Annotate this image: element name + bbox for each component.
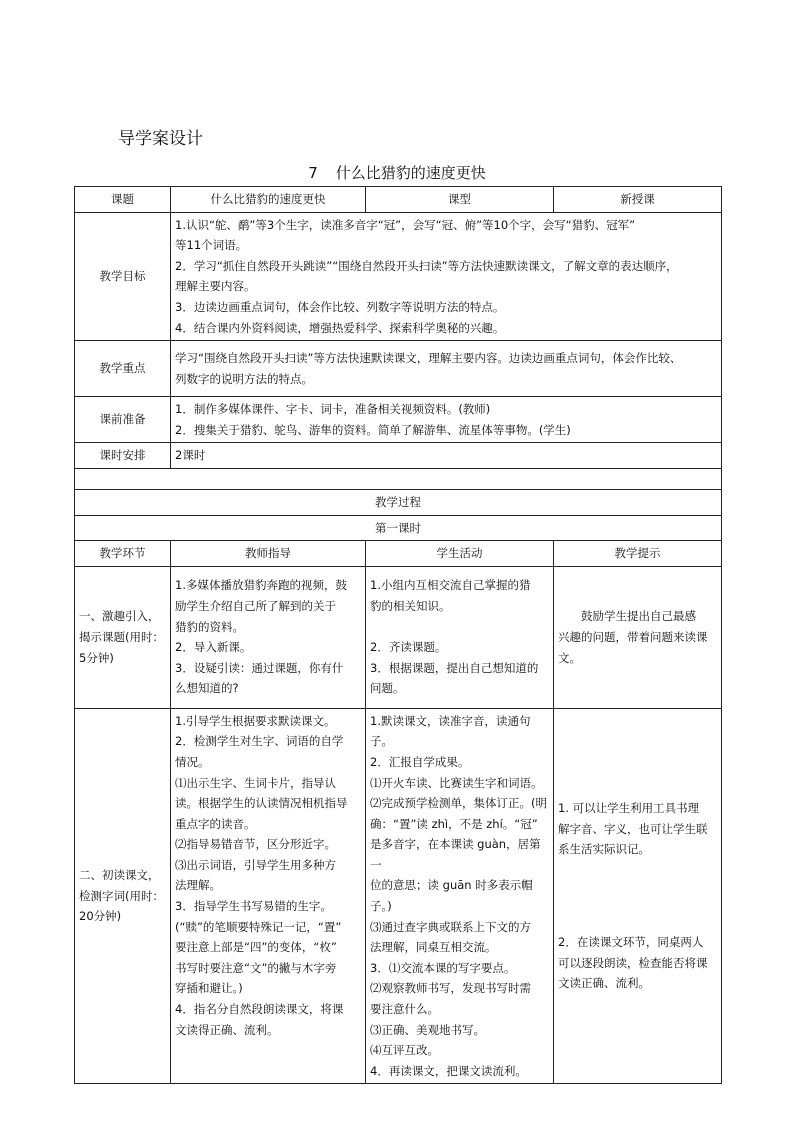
focus-line: 列数字的说明方法的特点。 xyxy=(175,371,313,386)
student-line: 2．汇报自学成果。 xyxy=(370,754,470,769)
teacher-line: 法理解。 xyxy=(175,878,221,893)
student-line: 1.默读课文，读准字音，读通句子。 xyxy=(370,713,531,749)
tips-line: 解字音、字义，也可让学生联 xyxy=(558,821,708,836)
goals-row xyxy=(75,212,722,341)
header-student: 学生活动 xyxy=(366,541,554,567)
topic-value: 什么比猎豹的速度更快 xyxy=(171,187,366,213)
student-line: 问题。 xyxy=(370,681,405,696)
stage-name-line: 揭示课题(用时： xyxy=(79,629,164,644)
stage-name-line: 一、激趣引入， xyxy=(79,609,160,624)
goal-line: 3．边读边画重点词句，体会作比较、列数字等说明方法的特点。 xyxy=(175,299,505,314)
teacher-line: 重点字的读音。 xyxy=(175,816,256,831)
prep-line: 1．制作多媒体课件、字卡、词卡，准备相关视频资料。(教师) xyxy=(175,402,491,417)
schedule-value: 2课时 xyxy=(171,443,722,469)
student-line: 法理解，同桌互相交流。 xyxy=(370,940,497,955)
student-line: 子。) xyxy=(370,899,392,914)
student-line: 3．⑴交流本课的写字要点。 xyxy=(370,960,516,975)
student-line: 位的意思；读 guān 时多表示帽 xyxy=(370,878,533,893)
prep-line: 2．搜集关于猎豹、鸵鸟、游隼的资料。简单了解游隼、流星体等事物。(学生) xyxy=(175,422,571,437)
type-label: 课型 xyxy=(366,187,554,213)
student-line: ⑷互评互改。 xyxy=(370,1043,439,1058)
focus-content xyxy=(171,341,722,397)
student-line: 确：“置”读 zhì，不是 zhí。“冠” xyxy=(370,816,538,831)
teacher-line: 3．设疑引读：通过课题，你有什 xyxy=(175,660,344,675)
stage-name xyxy=(75,708,171,1084)
goals-content xyxy=(171,212,722,341)
lesson-title-text: 什么比猎豹的速度更快 xyxy=(335,164,486,182)
schedule-row xyxy=(75,443,722,469)
goal-line: 1.认识“鸵、鹬”等3个生字，读准多音字“冠”，会写“冠、俯”等10个字，会写“猎豹、冠军” xyxy=(175,217,636,232)
stage-name-line: 5分钟) xyxy=(79,650,114,665)
tips-line: 可以逐段朗读，检查能否将课 xyxy=(558,955,708,970)
student-line: ⑵观察教师书写，发现书写时需 xyxy=(370,981,531,996)
teacher-line: 2．检测学生对生字、词语的自学 xyxy=(175,734,344,749)
teacher-line: 1.引导学生根据要求默读课文。 xyxy=(175,713,336,728)
stage-name xyxy=(75,566,171,708)
prep-row xyxy=(75,397,722,443)
tips-line: 鼓励学生提出自己最感 xyxy=(581,609,696,624)
process-title: 教学过程 xyxy=(75,489,722,515)
goals-label: 教学目标 xyxy=(75,212,171,341)
teacher-line: (“赎”的笔顺要特殊记一记，“置” xyxy=(175,919,342,934)
student-line: 豹的相关知识。 xyxy=(370,599,451,614)
teacher-line: 穿插和避让。) xyxy=(175,981,243,996)
student-line: 是多音字，在本课读 guàn，居第一 xyxy=(370,837,541,872)
teacher-line: 么想知道的? xyxy=(175,681,239,696)
student-line: ⑶通过查字典或联系上下文的方 xyxy=(370,919,531,934)
student-line: 1.小组内互相交流自己掌握的猎 xyxy=(370,578,531,593)
student-line: 4．再读课文，把课文读流利。 xyxy=(370,1063,527,1078)
goal-line: 2．学习“抓住自然段开头跳读”“围绕自然段开头扫读”等方法快速默读课文，了解文章的表达顺序， xyxy=(175,258,678,273)
student-line: 2．齐读课题。 xyxy=(370,640,447,655)
document-heading: 导学案设计 xyxy=(118,129,203,149)
header-teacher: 教师指导 xyxy=(171,541,366,567)
tips-line: 1. 可以让学生利用工具书理 xyxy=(558,801,700,816)
topic-label: 课题 xyxy=(75,187,171,213)
tips-line: 文读正确、流利。 xyxy=(558,976,650,991)
lesson-number: 7 xyxy=(308,164,318,182)
focus-line: 学习“围绕自然段开头扫读”等方法快速默读课文，理解主要内容。边读边画重点词句，体会作比较、 xyxy=(175,351,682,366)
lesson-plan-table xyxy=(74,186,722,1084)
student-activity xyxy=(366,708,554,1084)
teaching-tips xyxy=(554,708,722,1084)
schedule-label: 课时安排 xyxy=(75,443,171,469)
stage-row xyxy=(75,708,722,1084)
student-line: ⑵完成预学检测单，集体订正。(明 xyxy=(370,796,547,811)
teacher-line: 猎豹的资料。 xyxy=(175,619,244,634)
prep-content xyxy=(171,397,722,443)
tips-line: 2．在读课文环节，同桌两人 xyxy=(558,935,704,950)
session-title: 第一课时 xyxy=(75,515,722,541)
teacher-guidance xyxy=(171,566,366,708)
stage-name-line: 二、初读课文， xyxy=(79,868,160,883)
teacher-line: ⑶出示词语，引导学生用多种方 xyxy=(175,857,336,872)
type-value: 新授课 xyxy=(554,187,722,213)
tips-line: 系生活实际识记。 xyxy=(558,842,650,857)
student-line: ⑴开火车读、比赛读生字和词语。 xyxy=(370,775,543,790)
topic-row xyxy=(75,187,722,213)
stage-name-line: 20分钟) xyxy=(79,909,122,924)
student-line: 3．根据课题，提出自己想知道的 xyxy=(370,660,539,675)
spacer-row xyxy=(75,468,722,489)
teacher-line: 要注意上部是“四”的变体，“枚” xyxy=(175,940,337,955)
tips-line: 文。 xyxy=(558,650,581,665)
student-line: ⑶正确、美观地书写。 xyxy=(370,1022,485,1037)
student-activity xyxy=(366,566,554,708)
teacher-line: 2．导入新课。 xyxy=(175,640,252,655)
process-title-row xyxy=(75,489,722,515)
teacher-line: 4．指名分自然段朗读课文，将课 xyxy=(175,1002,344,1017)
header-stage: 教学环节 xyxy=(75,541,171,567)
prep-label: 课前准备 xyxy=(75,397,171,443)
teacher-line: 情况。 xyxy=(175,754,210,769)
focus-row xyxy=(75,341,722,397)
lesson-title xyxy=(0,162,794,183)
goal-line: 等11个词语。 xyxy=(175,238,248,253)
session-row xyxy=(75,515,722,541)
teacher-line: 书写时要注意“文”的撇与木字旁 xyxy=(175,960,337,975)
teacher-line: ⑴出示生字、生词卡片，指导认 xyxy=(175,775,336,790)
teacher-line: 读。根据学生的认读情况相机指导 xyxy=(175,796,348,811)
goal-line: 4．结合课内外资料阅读，增强热爱科学、探索科学奥秘的兴趣。 xyxy=(175,320,505,335)
student-line: 要注意什么。 xyxy=(370,1002,439,1017)
focus-label: 教学重点 xyxy=(75,341,171,397)
teacher-line: 励学生介绍自己所了解到的关于 xyxy=(175,599,336,614)
teacher-line: 3．指导学生书写易错的生字。 xyxy=(175,899,332,914)
teacher-line: ⑵指导易错音节，区分形近字。 xyxy=(175,837,336,852)
teacher-line: 1.多媒体播放猎豹奔跑的视频，鼓 xyxy=(175,578,347,593)
spacer-cell xyxy=(75,468,722,489)
teacher-line: 文读得正确、流利。 xyxy=(175,1022,279,1037)
goal-line: 理解主要内容。 xyxy=(175,279,256,294)
process-header-row xyxy=(75,541,722,567)
stage-row xyxy=(75,566,722,708)
stage-name-line: 检测字词(用时： xyxy=(79,888,164,903)
teaching-tips xyxy=(554,566,722,708)
tips-line: 兴趣的问题，带着问题来读课 xyxy=(558,629,708,644)
teacher-guidance xyxy=(171,708,366,1084)
header-tips: 教学提示 xyxy=(554,541,722,567)
student-line xyxy=(370,617,549,638)
